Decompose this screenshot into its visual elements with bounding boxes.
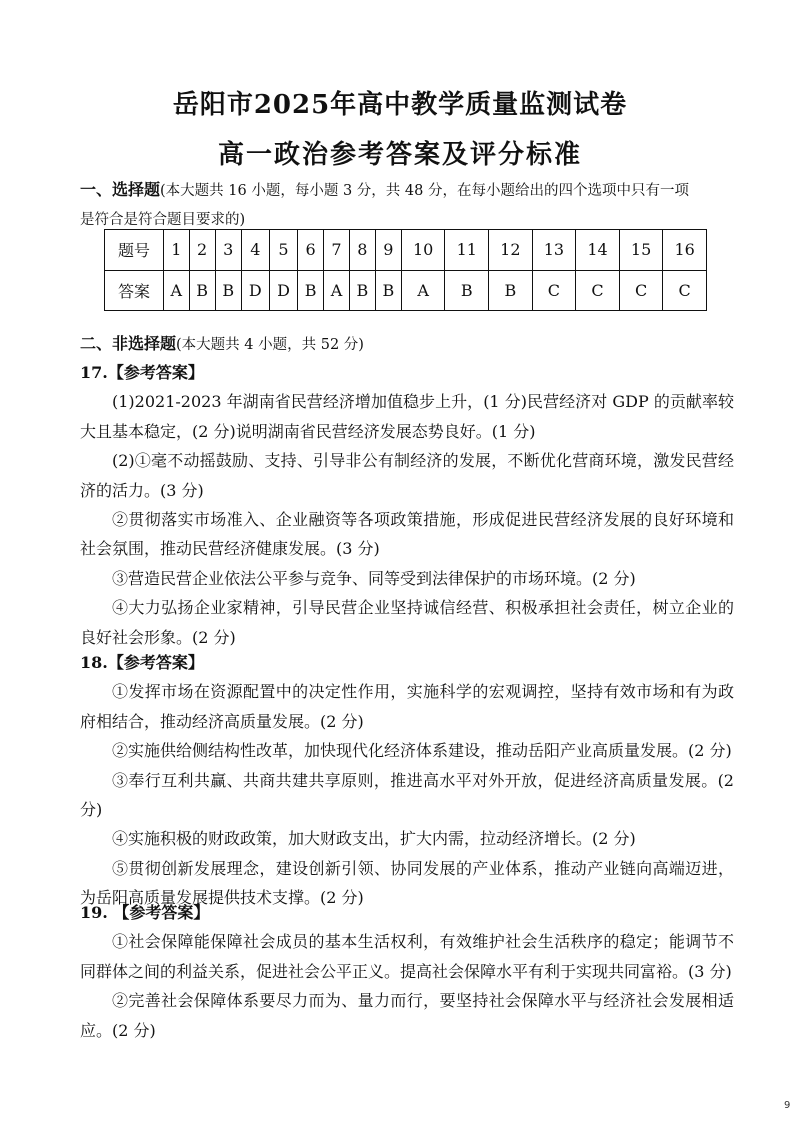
page-number: 9: [784, 1100, 791, 1111]
answer-cell: C: [663, 270, 707, 311]
question-number-cell: 14: [576, 230, 620, 271]
section1-heading-block: [80, 176, 740, 234]
question-number-cell: 5: [269, 230, 297, 271]
q18-paragraph: ③奉行互利共赢、共商共建共享原则，推进高水平对外开放，促进经济高质量发展。(2 分): [80, 770, 734, 820]
q17-heading: 17.【参考答案】: [80, 363, 204, 382]
answer-cell: D: [241, 270, 269, 311]
q17-answer-block: [80, 358, 734, 652]
question-number-cell: 8: [349, 230, 375, 271]
q18-answer-block: [80, 648, 734, 913]
section1-heading: 一、选择题: [80, 180, 161, 199]
answer-cell: A: [401, 270, 445, 311]
q18-paragraph: ①发挥市场在资源配置中的决定性作用，实施科学的宏观调控，坚持有效市场和有为政府相结合，推动经济高质量发展。(2 分): [80, 682, 734, 731]
section2-heading: 二、非选择题: [80, 334, 177, 353]
q19-paragraph: ②完善社会保障体系要尽力而为、量力而行，要坚持社会保障水平与经济社会发展相适应。(2 分): [80, 991, 734, 1040]
question-number-cell: 3: [215, 230, 241, 271]
answer-cell: A: [324, 270, 350, 311]
section1-note-line1: (本大题共 16 小题，每小题 3 分，共 48 分，在每小题给出的四个选项中只有一项: [160, 183, 689, 199]
answer-row: [105, 270, 707, 311]
question-number-cell: 13: [532, 230, 576, 271]
question-number-cell: 16: [663, 230, 707, 271]
q17-paragraph: (1)2021-2023 年湖南省民营经济增加值稳步上升，(1 分)民营经济对 GDP 的贡献率较大且基本稳定，(2 分)说明湖南省民营经济发展态势良好。(1 分): [80, 392, 734, 441]
q17-paragraph: ③营造民营企业依法公平参与竞争、同等受到法律保护的市场环境。(2 分): [112, 568, 636, 588]
q19-paragraph: ①社会保障能保障社会成员的基本生活权利，有效维护社会生活秩序的稳定；能调节不同群体之间的利益关系，促进社会公平正义。提高社会保障水平有利于实现共同富裕。(3 分): [80, 932, 734, 981]
q17-paragraph: (2)①毫不动摇鼓励、支持、引导非公有制经济的发展，不断优化营商环境，激发民营经济的活力。(3 分): [80, 451, 734, 500]
question-number-cell: 10: [401, 230, 445, 271]
answer-cell: B: [375, 270, 401, 311]
q19-heading: 19. 【参考答案】: [80, 903, 210, 922]
answer-cell: C: [576, 270, 620, 311]
answer-cell: A: [164, 270, 190, 311]
section2-note: (本大题共 4 小题，共 52 分): [176, 337, 364, 353]
q18-heading: 18.【参考答案】: [80, 653, 204, 672]
q18-paragraph: ⑤贯彻创新发展理念，建设创新引领、协同发展的产业体系，推动产业链向高端迈进，为岳阳高质量发展提供技术支撑。(2 分): [80, 858, 734, 908]
answer-cell: B: [298, 270, 324, 311]
question-number-cell: 4: [241, 230, 269, 271]
answer-cell: C: [619, 270, 663, 311]
answer-cell: B: [189, 270, 215, 311]
q18-paragraph: ④实施积极的财政政策，加大财政支出，扩大内需，拉动经济增长。(2 分): [112, 829, 636, 849]
question-number-label: 题号: [105, 230, 164, 271]
q19-answer-block: [80, 898, 734, 1045]
section1-note-line2: 是符合是符合题目要求的): [80, 212, 246, 228]
answer-cell: B: [215, 270, 241, 311]
q17-paragraph: ④大力弘扬企业家精神，引导民营企业坚持诚信经营、积极承担社会责任，树立企业的良好社会形象。(2 分): [80, 598, 734, 647]
question-number-cell: 7: [324, 230, 350, 271]
question-number-cell: 9: [375, 230, 401, 271]
q17-paragraph: ②贯彻落实市场准入、企业融资等各项政策措施，形成促进民营经济发展的良好环境和社会氛围，推动民营经济健康发展。(3 分): [80, 510, 734, 559]
question-number-cell: 2: [189, 230, 215, 271]
document-subtitle: 高一政治参考答案及评分标准: [217, 140, 582, 170]
document-title: 岳阳市2025年高中教学质量监测试卷: [172, 90, 628, 120]
q18-paragraph: ②实施供给侧结构性改革，加快现代化经济体系建设，推动岳阳产业高质量发展。(2 分): [112, 741, 732, 761]
question-number-cell: 11: [445, 230, 489, 271]
answer-cell: B: [489, 270, 533, 311]
answer-cell: D: [269, 270, 297, 311]
question-number-cell: 12: [489, 230, 533, 271]
answer-cell: B: [349, 270, 375, 311]
question-number-cell: 1: [164, 230, 190, 271]
answer-label: 答案: [105, 270, 164, 311]
question-number-cell: 15: [619, 230, 663, 271]
answer-table: [104, 229, 707, 311]
question-number-row: [105, 230, 707, 271]
answer-cell: B: [445, 270, 489, 311]
answer-cell: C: [532, 270, 576, 311]
section2-heading-block: [80, 330, 740, 359]
question-number-cell: 6: [298, 230, 324, 271]
